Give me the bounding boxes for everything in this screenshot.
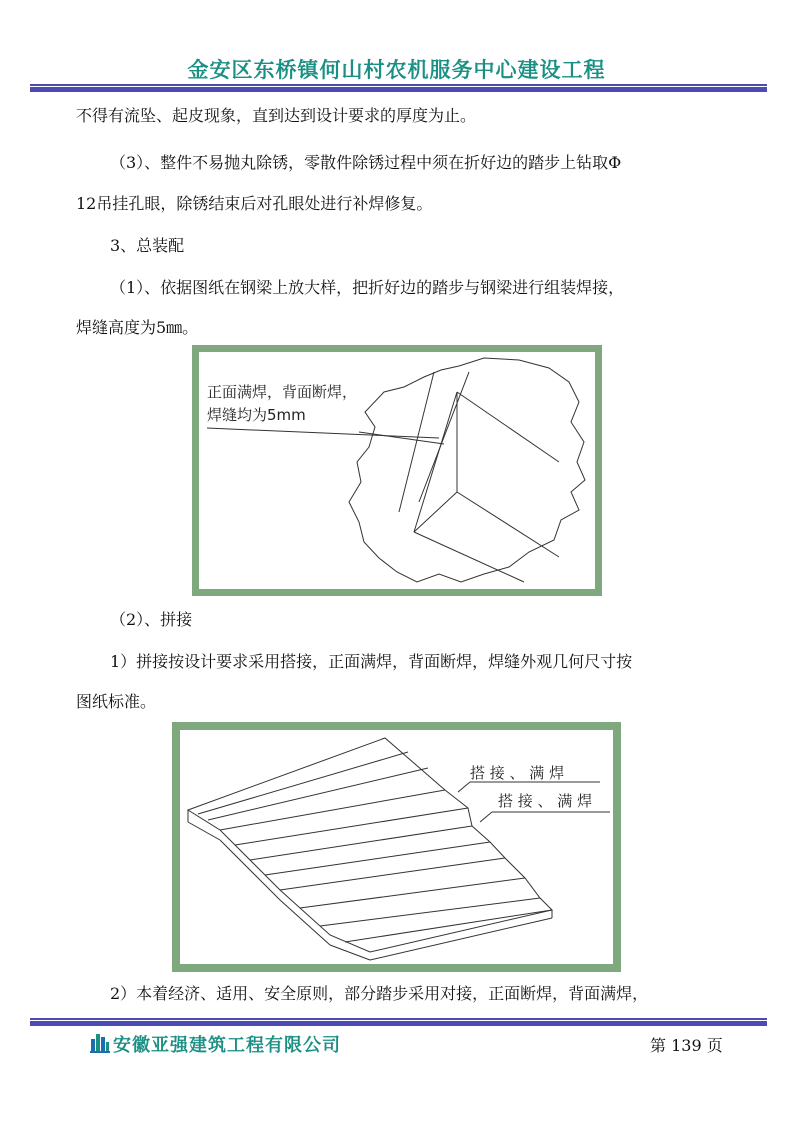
rough-outline <box>349 358 585 582</box>
footer-company-name: 安徽亚强建筑工程有限公司 <box>113 1035 341 1056</box>
paragraph-line: 不得有流坠、起皮现象，直到达到设计要求的厚度为止。 <box>76 106 477 125</box>
leader-line <box>458 782 470 792</box>
paragraph-line: 图纸标准。 <box>76 692 157 711</box>
leader-line <box>207 428 439 438</box>
page-header-title: 金安区东桥镇何山村农机服务中心建设工程 <box>187 58 606 82</box>
weld-detail-figure <box>192 345 602 596</box>
figure1-label-line2: 焊缝均为5mm <box>207 406 306 424</box>
paragraph-line: 2）本着经济、适用、安全原则，部分踏步采用对接，正面断焊，背面满焊， <box>110 984 649 1003</box>
paragraph-line: 1）拼接按设计要求采用搭接，正面满焊，背面断焊，焊缝外观几何尺寸按 <box>110 652 633 671</box>
paragraph-line: 焊缝高度为5㎜。 <box>76 318 199 337</box>
figure2-label-2: 搭 接 、 满 焊 <box>498 792 593 810</box>
figure1-label-line1: 正面满焊，背面断焊， <box>207 383 358 401</box>
building-logo-icon <box>90 1031 110 1053</box>
header-rule <box>30 84 767 92</box>
page-number: 第 139 页 <box>650 1036 723 1055</box>
paragraph-line: （3）、整件不易抛丸除锈，零散件除锈过程中须在折好边的踏步上钻取Φ <box>110 153 622 172</box>
paragraph-line: 12吊挂孔眼，除锈结束后对孔眼处进行补焊修复。 <box>76 194 433 213</box>
leader-line <box>480 812 492 822</box>
stair-lap-weld-figure <box>172 722 621 972</box>
footer-rule <box>30 1018 767 1026</box>
figure2-label-1: 搭 接 、 满 焊 <box>470 764 565 782</box>
section-heading: 3、总装配 <box>110 236 185 255</box>
paragraph-line: （2）、拼接 <box>110 610 193 629</box>
paragraph-line: （1）、依据图纸在钢梁上放大样，把折好边的踏步与钢梁进行组装焊接， <box>110 278 625 297</box>
